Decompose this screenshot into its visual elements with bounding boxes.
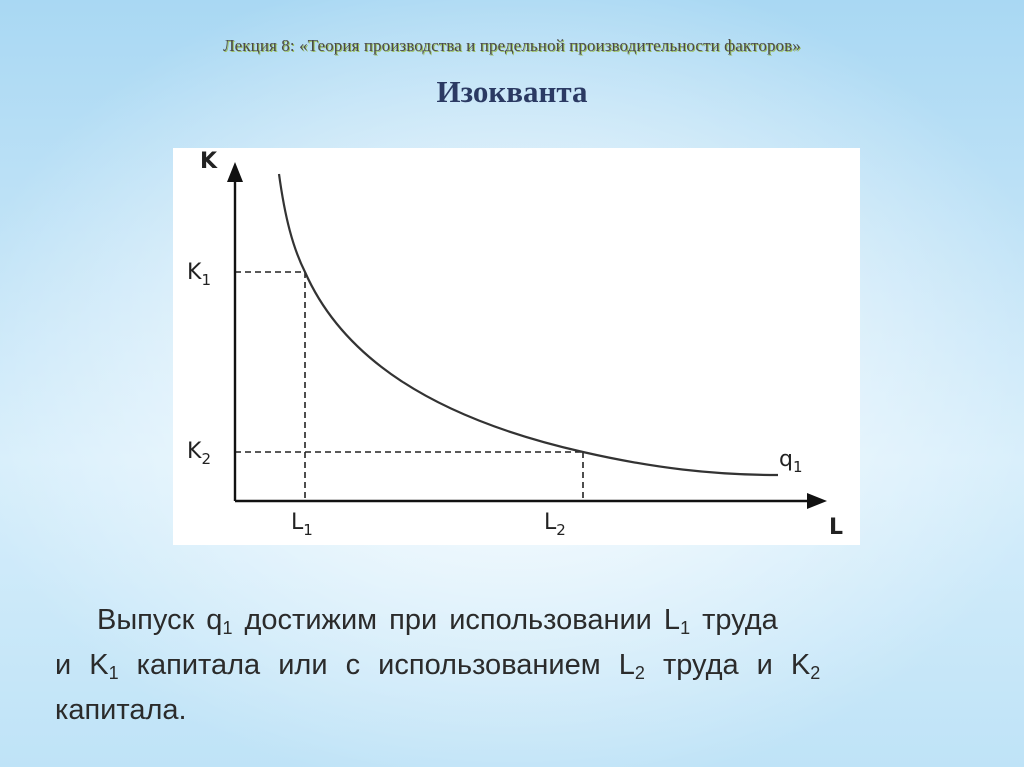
k1-label-main: K bbox=[187, 260, 202, 285]
y-axis-arrowhead bbox=[227, 162, 243, 182]
isoquant-svg bbox=[173, 148, 860, 545]
k1-label-sub: 1 bbox=[201, 271, 211, 289]
k2-label bbox=[187, 439, 211, 468]
slide-title: Изокванта bbox=[436, 74, 588, 109]
l1-label bbox=[291, 510, 313, 539]
caption-text bbox=[55, 598, 970, 733]
curve-label-main: q bbox=[779, 447, 793, 472]
curve-label-q1 bbox=[779, 447, 803, 476]
l1-label-main: L bbox=[291, 510, 304, 535]
k1-label bbox=[187, 260, 211, 289]
y-axis-label: K bbox=[200, 149, 218, 174]
l2-label bbox=[544, 510, 566, 539]
l1-label-sub: 1 bbox=[303, 521, 313, 539]
isoquant-curve bbox=[279, 174, 778, 475]
caption-text-part: достижим при использовании L bbox=[232, 604, 681, 636]
caption-line-2 bbox=[55, 643, 970, 688]
k2-label-main: K bbox=[187, 439, 202, 464]
isoquant-diagram bbox=[173, 148, 860, 545]
caption-text-part: труда bbox=[690, 604, 778, 636]
caption-text-part: труда и K bbox=[644, 649, 811, 681]
caption-subscript: 2 bbox=[810, 663, 821, 683]
caption-text-part: капитала или с использованием L bbox=[118, 649, 635, 681]
caption-line-3: капитала. bbox=[55, 694, 187, 726]
l2-label-sub: 2 bbox=[556, 521, 566, 539]
caption-subscript: 1 bbox=[222, 618, 233, 638]
caption-subscript: 1 bbox=[680, 618, 691, 638]
x-axis-arrowhead bbox=[807, 493, 827, 509]
caption-line-1 bbox=[55, 598, 970, 643]
caption-text-part: Выпуск q bbox=[97, 604, 223, 636]
k2-label-sub: 2 bbox=[201, 450, 211, 468]
caption-subscript: 2 bbox=[634, 663, 645, 683]
x-axis-label: L bbox=[829, 515, 844, 540]
lecture-title: Лекция 8: «Теория производства и предельной производительности факторов» bbox=[223, 36, 801, 55]
caption-text-part: и K bbox=[55, 649, 109, 681]
caption-subscript: 1 bbox=[108, 663, 119, 683]
l2-label-main: L bbox=[544, 510, 557, 535]
curve-label-sub: 1 bbox=[792, 458, 803, 476]
